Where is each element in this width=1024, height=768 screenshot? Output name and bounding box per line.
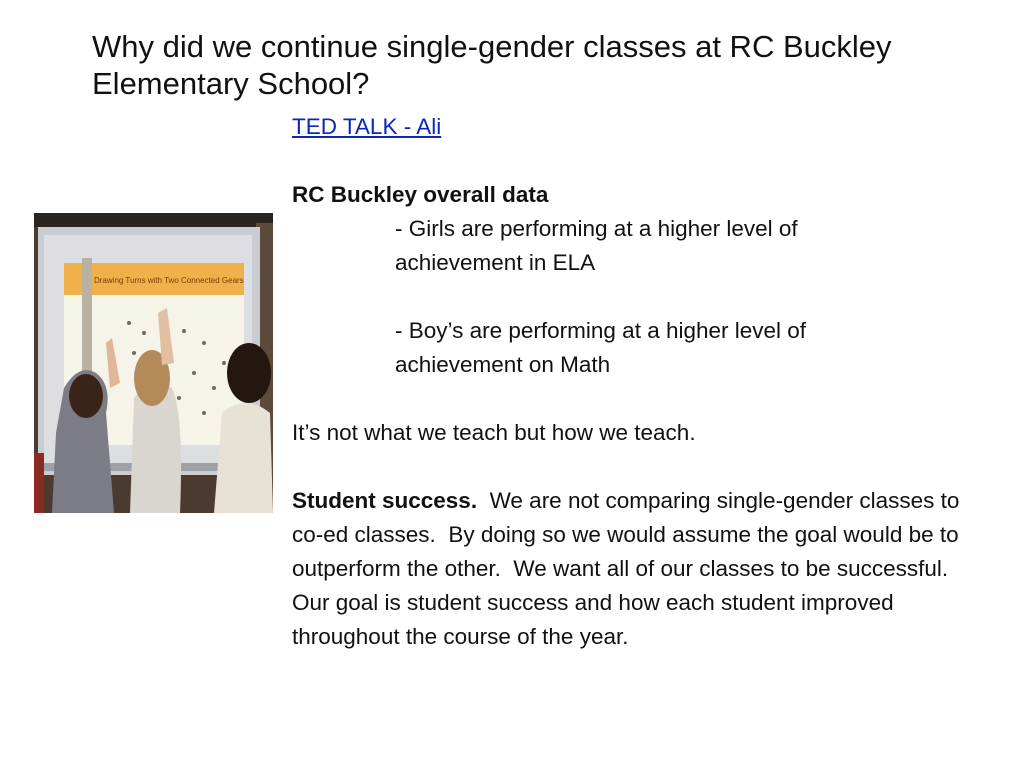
classroom-photo [34,213,273,513]
bullet-girls-ela: - Girls are performing at a higher level of achievement in ELA [395,216,798,275]
data-heading: RC Buckley overall data [292,182,549,207]
spacer [292,450,992,484]
board-heading-text: Drawing Turns with Two Connected Gears [94,276,244,285]
spacer [292,280,992,314]
student-success-label: Student success. [292,488,478,513]
spacer [292,382,992,416]
bullet-boys-math: - Boy’s are performing at a higher level of achievement on Math [395,318,807,377]
spacer [292,144,992,178]
slide-body [292,110,992,654]
student-success-paragraph [292,484,992,654]
slide-title: Why did we continue single-gender classes at RC Buckley Elementary School? [92,29,892,101]
ted-talk-link[interactable]: TED TALK - Ali [292,114,442,139]
student-success-text: We are not comparing single-gender classes to co-ed classes. By doing so we would assume the goal would be to outperform the other. We want all of our classes to be successful. Our goal is student success and how each student improved throughout the course of the year. [292,488,966,649]
teaching-statement: It’s not what we teach but how we teach. [292,420,696,445]
